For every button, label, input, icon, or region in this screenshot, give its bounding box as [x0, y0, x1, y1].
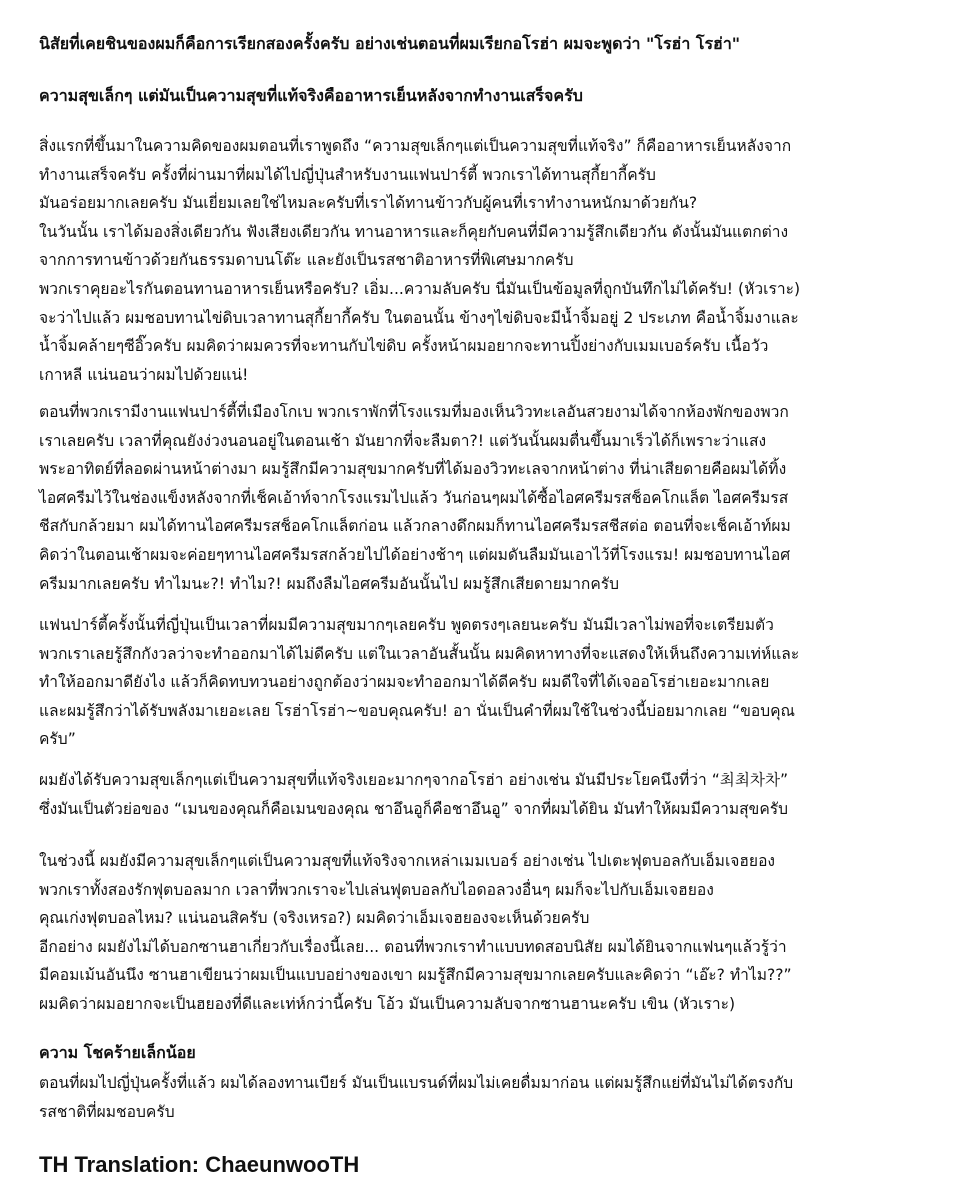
text-line: จะว่าไปแล้ว ผมชอบทานไข่ดิบเวลาทานสุกี้ยากี้ครับ ในตอนนั้น ข้างๆไข่ดิบจะมีน้ำจิ้มอยู่ 2 ประเภท คือน้ำจิ้มงาและ — [39, 308, 799, 327]
text-line: คิดว่าในตอนเช้าผมจะค่อยๆทานไอศครีมรสกล้วยไปได้อย่างช้าๆ แต่ผมดันลืมมันเอาไว้ที่โรงแรม! ผมชอบทานไอศ — [39, 545, 791, 564]
text-line: มันอร่อยมากเลยครับ มันเยี่ยมเลยใช่ไหมละครับที่เราได้ทานข้าวกับผู้คนที่เราทำงานหนักมาด้วยกัน? — [39, 194, 698, 213]
document-page — [39, 0, 919, 1200]
text-line: ผมยังได้รับความสุขเล็กๆแต่เป็นความสุขที่แท้จริงเยอะมากๆจากอโรฮ่า อย่างเช่น มันมีประโยคนึงที่ว่า “최최차차” — [39, 771, 789, 789]
paragraph-beer — [39, 1069, 919, 1126]
heading-habit: นิสัยที่เคยชินของผมก็คือการเรียกสองครั้งครับ อย่างเช่นตอนที่ผมเรียกอโรฮ่า ผมจะพูดว่า "โรฮ่า โรฮ่า" — [39, 34, 741, 53]
text-line: และผมรู้สึกว่าได้รับพลังมาเยอะเลย โรฮ่าโรฮ่า~ขอบคุณครับ! อา นั่นเป็นคำที่ผมใช้ในช่วงนี้บ่อยมากเลย “ขอบคุณ — [39, 701, 796, 720]
heading-small-happiness: ความสุขเล็กๆ แต่มันเป็นความสุขที่แท้จริงคืออาหารเย็นหลังจากทำงานเสร็จครับ — [39, 86, 583, 105]
text-line: สิ่งแรกที่ขึ้นมาในความคิดของผมตอนที่เราพูดถึง “ความสุขเล็กๆแต่เป็นความสุขที่แท้จริง” ก็คืออาหารเย็นหลังจาก — [39, 137, 792, 155]
text-line: ทำให้ออกมาดียังไง แล้วก็คิดทบทวนอย่างถูกต้องว่าผมจะทำออกมาได้ดีครับ ผมดีใจที่ได้เจออโรฮ่าเยอะมากเลย — [39, 673, 770, 692]
text-line: อีกอย่าง ผมยังไม่ได้บอกซานฮาเกี่ยวกับเรื่องนี้เลย... ตอนที่พวกเราทำแบบทดสอบนิสัย ผมได้ยินจากแฟนๆแล้วรู้ว่า — [39, 937, 787, 956]
text-line: เกาหลี แน่นอนว่าผมไปด้วยแน่! — [39, 365, 249, 384]
text-line: พระอาทิตย์ที่ลอดผ่านหน้าต่างมา ผมรู้สึกมีความสุขมากครับที่ได้มองวิวทะเลจากหน้าต่าง ที่น่าเสียดายคือผมได้ทิ้ง — [39, 460, 787, 479]
text-line: ผมคิดว่าผมอยากจะเป็นฮยองที่ดีและเท่ห์กว่านี้ครับ โอ้ว มันเป็นความลับจากซานฮานะครับ เขิน (หัวเราะ) — [39, 994, 736, 1013]
text-line: ในช่วงนี้ ผมยังมีความสุขเล็กๆแต่เป็นความสุขที่แท้จริงจากเหล่าเมมเบอร์ อย่างเช่น ไปเตะฟุตบอลกับเอ็มเจฮยอง — [39, 852, 776, 870]
text-line: ทำงานเสร็จครับ ครั้งที่ผ่านมาที่ผมได้ไปญี่ปุ่นสำหรับงานแฟนปาร์ตี้ พวกเราได้ทานสุกี้ยากี้ครับ — [39, 165, 656, 184]
text-line: ซึ่งมันเป็นตัวย่อของ “เมนของคุณก็คือเมนของคุณ ชาอึนอูก็คือชาอึนอู” จากที่ผมได้ยิน มันทำให้ผมมีความสุขครับ — [39, 799, 789, 818]
text-line: พวกเราเลยรู้สึกกังวลว่าจะทำออกมาได้ไม่ดีครับ แต่ในเวลาอันสั้นนั้น ผมคิดหาทางที่จะแสดงให้เห็นถึงความเท่ห์และ — [39, 644, 800, 663]
translation-credit: TH Translation: ChaeunwooTH — [39, 1152, 360, 1177]
text-line: แฟนปาร์ตี้ครั้งนั้นที่ญี่ปุ่นเป็นเวลาที่ผมมีความสุขมากๆเลยครับ พูดตรงๆเลยนะครับ มันมีเวลาไม่พอที่จะเตรียมตัว — [39, 616, 774, 634]
paragraph-aroha-phrase — [39, 766, 919, 823]
text-line: คุณเก่งฟุตบอลไหม? แน่นอนสิครับ (จริงเหรอ?) ผมคิดว่าเอ็มเจฮยองจะเห็นด้วยครับ — [39, 909, 590, 928]
text-line: จากการทานข้าวด้วยกันธรรมดาบนโต๊ะ และยังเป็นรสชาติอาหารที่พิเศษมากครับ — [39, 251, 574, 270]
paragraph-kobe-icecream — [39, 398, 919, 598]
paragraph-fanparty — [39, 611, 919, 754]
text-line: ครับ” — [39, 730, 76, 749]
text-line: ในวันนั้น เราได้มองสิ่งเดียวกัน ฟังเสียงเดียวกัน ทานอาหารและก็คุยกับคนที่มีความรู้สึกเดียวกัน ดังนั้นมันแตกต่าง — [39, 222, 789, 241]
text-line: ตอนที่ผมไปญี่ปุ่นครั้งที่แล้ว ผมได้ลองทานเบียร์ มันเป็นแบรนด์ที่ผมไม่เคยดื่มมาก่อน แต่ผมรู้สึกแย่ที่มันไม่ได้ตรงกับ — [39, 1074, 794, 1092]
text-line: ชีสกับกล้วยมา ผมได้ทานไอศครีมรสช็อคโกแล็ตก่อน แล้วกลางดึกผมก็ทานไอศครีมรสชีสต่อ ตอนที่จะเช็คเอ้าท์ผม — [39, 517, 791, 536]
text-line: มีคอมเม้นอันนึง ซานฮาเขียนว่าผมเป็นแบบอย่างของเขา ผมรู้สึกมีความสุขมากเลยครับและคิดว่า “เอ๊ะ? ทำไม??” — [39, 966, 792, 985]
text-line: ตอนที่พวกเรามีงานแฟนปาร์ตี้ที่เมืองโกเบ พวกเราพักที่โรงแรมที่มองเห็นวิวทะเลอันสวยงามได้จากห้องพักของพวก — [39, 403, 789, 421]
text-line: น้ำจิ้มคล้ายๆซีอิ๊วครับ ผมคิดว่าผมควรที่จะทานกับไข่ดิบ ครั้งหน้าผมอยากจะทานปิ้งย่างกับเมมเบอร์ครับ เนื้อวัว — [39, 337, 769, 356]
paragraph-dinner — [39, 132, 919, 389]
text-line: ไอศครีมไว้ในช่องแข็งหลังจากที่เช็คเอ้าท์จากโรงแรมไปแล้ว วันก่อนๆผมได้ซื้อไอศครีมรสช็อคโกแล็ต ไอศครีมรส — [39, 488, 789, 507]
text-line: พวกเราคุยอะไรกันตอนทานอาหารเย็นหรือครับ? เอิ่ม...ความลับครับ นี่มันเป็นข้อมูลที่ถูกบันทึกไม่ได้ครับ! (หัวเราะ) — [39, 279, 801, 298]
text-line: เราเลยครับ เวลาที่คุณยังง่วงนอนอยู่ในตอนเช้า มันยากที่จะลืมตา?! แต่วันนั้นผมตื่นขึ้นมาเร็วได้ก็เพราะว่าแสง — [39, 431, 767, 450]
text-line: รสชาติที่ผมชอบครับ — [39, 1102, 175, 1121]
text-line: ครีมมากเลยครับ ทำไมนะ?! ทำไม?! ผมถึงลืมไอศครีมอันนั้นไป ผมรู้สึกเสียดายมากครับ — [39, 574, 620, 593]
heading-small-misfortune: ความ โชคร้ายเล็กน้อย — [39, 1043, 196, 1062]
paragraph-members — [39, 847, 919, 1019]
text-line: พวกเราทั้งสองรักฟุตบอลมาก เวลาที่พวกเราจะไปเล่นฟุตบอลกับไอดอลวงอื่นๆ ผมก็จะไปกับเอ็มเจฮยอง — [39, 880, 714, 899]
